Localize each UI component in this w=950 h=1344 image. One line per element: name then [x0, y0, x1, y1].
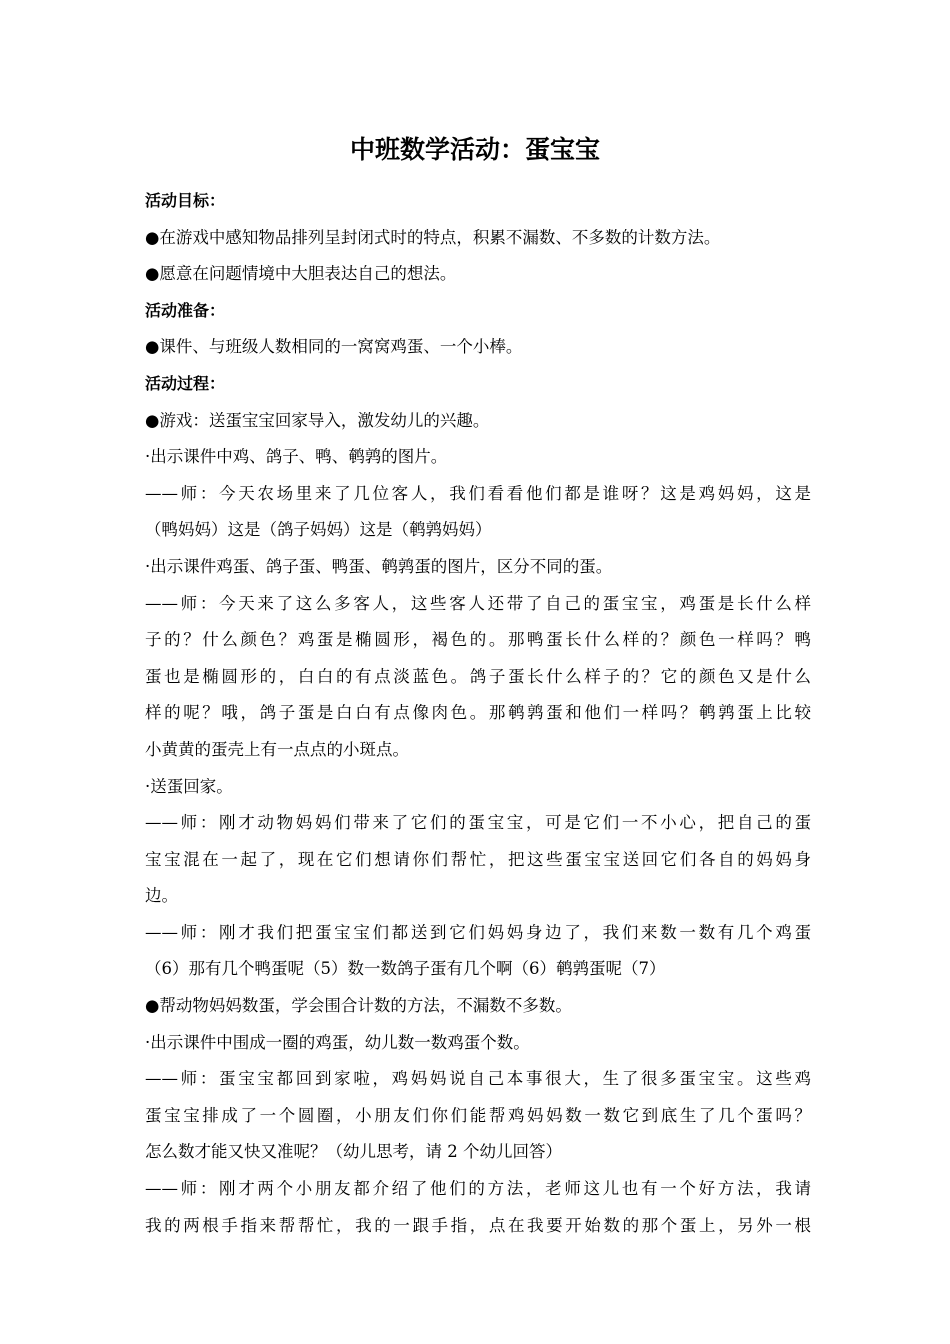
body-line: ●游戏：送蛋宝宝回家导入，激发幼儿的兴趣。	[145, 410, 490, 430]
body-line: ●在游戏中感知物品排列呈封闭式时的特点，积累不漏数、不多数的计数方法。	[145, 227, 721, 247]
body-line: ——师：刚才动物妈妈们带来了它们的蛋宝宝，可是它们一不小心，把自己的蛋	[145, 813, 811, 833]
body-line: ·出示课件中鸡、鸽子、鸭、鹌鹑的图片。	[145, 447, 448, 467]
body-line: 宝宝混在一起了，现在它们想请你们帮忙，把这些蛋宝宝送回它们各自的妈妈身	[145, 849, 811, 869]
section-heading: 活动目标：	[145, 191, 226, 210]
body-line: ——师：刚才两个小朋友都介绍了他们的方法，老师这儿也有一个好方法，我请	[145, 1179, 811, 1199]
body-line: 蛋宝宝排成了一个圆圈，小朋友们你们能帮鸡妈妈数一数它到底生了几个蛋吗？	[145, 1105, 811, 1125]
body-line: ——师：今天来了这么多客人，这些客人还带了自己的蛋宝宝，鸡蛋是长什么样	[145, 593, 811, 613]
body-line: ——师：今天农场里来了几位客人，我们看看他们都是谁呀？这是鸡妈妈，这是	[145, 483, 811, 503]
body-line: （鸭妈妈）这是（鸽子妈妈）这是（鹌鹑妈妈）	[145, 520, 492, 540]
body-line: ·出示课件鸡蛋、鸽子蛋、鸭蛋、鹌鹑蛋的图片，区分不同的蛋。	[145, 556, 613, 576]
body-line: 小黄黄的蛋壳上有一点点的小斑点。	[145, 739, 409, 759]
document-body	[145, 183, 811, 1244]
body-line: ●帮动物妈妈数蛋，学会围合计数的方法，不漏数不多数。	[145, 996, 572, 1016]
body-line: 边。	[145, 886, 178, 906]
body-line: ——师：蛋宝宝都回到家啦，鸡妈妈说自己本事很大，生了很多蛋宝宝。这些鸡	[145, 1069, 811, 1089]
body-line: ●课件、与班级人数相同的一窝窝鸡蛋、一个小棒。	[145, 337, 523, 357]
body-line: （6）那有几个鸭蛋呢（5）数一数鸽子蛋有几个啊（6）鹌鹑蛋呢（7）	[145, 959, 666, 979]
section-heading: 活动过程：	[145, 373, 226, 393]
body-line: ·送蛋回家。	[145, 776, 233, 796]
document-title: 中班数学活动：蛋宝宝	[349, 135, 600, 164]
body-line: ——师：刚才我们把蛋宝宝们都送到它们妈妈身边了，我们来数一数有几个鸡蛋	[145, 922, 811, 942]
body-line: 子的？什么颜色？鸡蛋是椭圆形，褐色的。那鸭蛋长什么样的？颜色一样吗？鸭	[145, 630, 811, 650]
body-line: 怎么数才能又快又准呢？（幼儿思考，请 2 个幼儿回答）	[145, 1142, 562, 1162]
body-line: 样的呢？哦，鸽子蛋是白白有点像肉色。那鹌鹑蛋和他们一样吗？鹌鹑蛋上比较	[145, 703, 811, 723]
body-line: ●愿意在问题情境中大胆表达自己的想法。	[145, 264, 457, 284]
section-heading: 活动准备：	[145, 300, 226, 320]
body-line: ·出示课件中围成一圈的鸡蛋，幼儿数一数鸡蛋个数。	[145, 1032, 530, 1052]
body-line: 蛋也是椭圆形的，白白的有点淡蓝色。鸽子蛋长什么样子的？它的颜色又是什么	[145, 666, 811, 686]
body-line: 我的两根手指来帮帮忙，我的一跟手指，点在我要开始数的那个蛋上，另外一根	[145, 1215, 811, 1235]
